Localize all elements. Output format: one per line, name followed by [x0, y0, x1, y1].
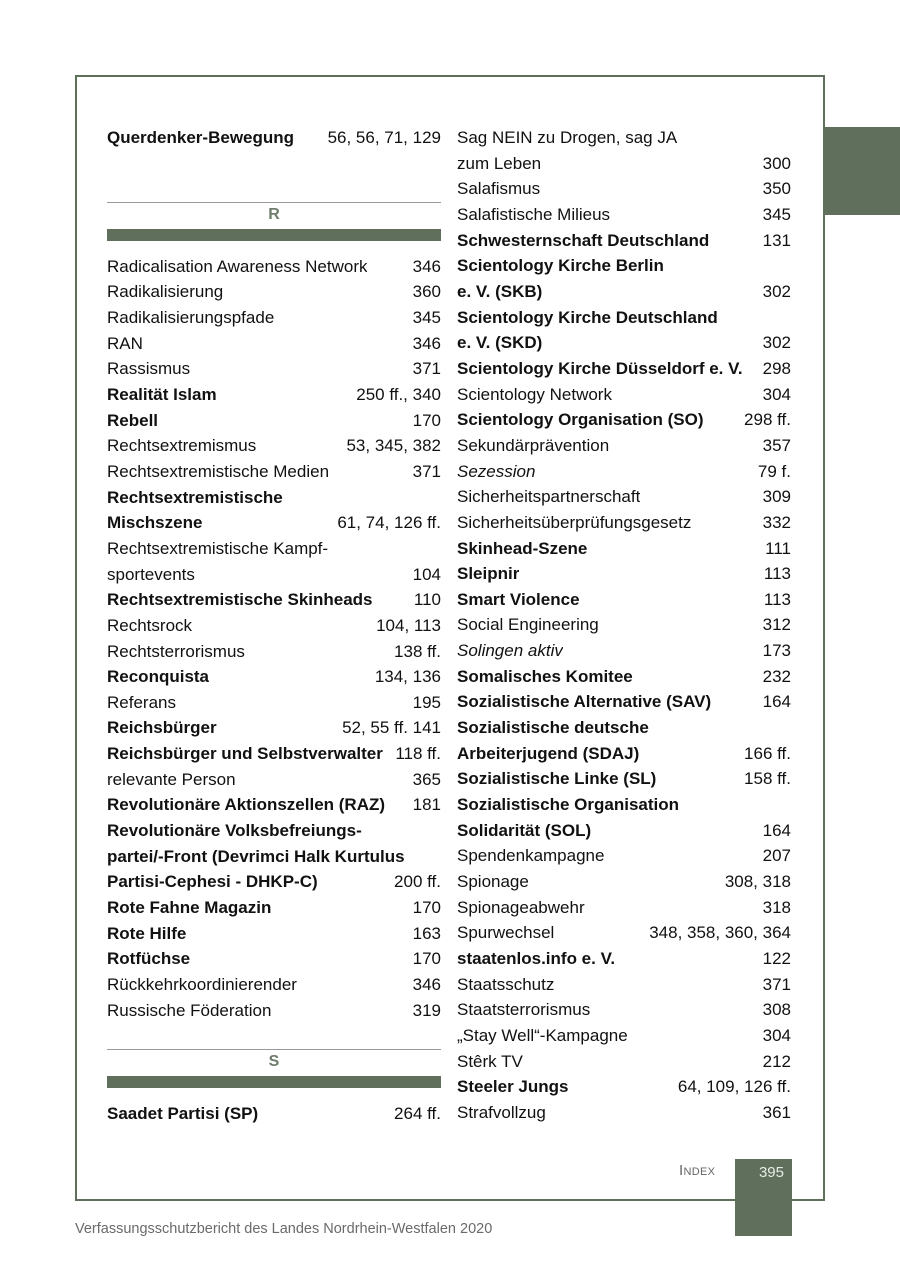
entry-pages [785, 792, 791, 818]
index-entry [457, 305, 791, 331]
index-entry [107, 356, 441, 382]
entry-term: Scientology Network [457, 384, 612, 404]
letter-section-header [107, 1049, 441, 1088]
index-entry [457, 407, 791, 433]
index-entry [457, 125, 791, 151]
entry-term: Querdenker-Bewegung [107, 128, 295, 147]
entry-term: Referans [107, 692, 176, 712]
entry-term: Skinhead-Szene [457, 538, 588, 558]
index-entry [457, 1100, 791, 1126]
entry-term: Solidarität (SOL) [457, 820, 592, 840]
entry-term: Sezession [457, 461, 536, 481]
entry-term: Spendenkampagne [457, 846, 605, 866]
index-entry [457, 459, 791, 485]
index-entry [107, 459, 441, 485]
entry-term: Rechtsextremistische Medien [107, 461, 330, 481]
index-entry [457, 895, 791, 921]
entry-term: Partisi-Cephesi - DHKP-C) [107, 872, 318, 892]
section-bar [107, 1076, 441, 1088]
entry-pages: 134, 136 [374, 667, 441, 687]
entry-pages: 298 [762, 358, 791, 378]
publication-title: Verfassungsschutzbericht des Landes Nordrhein-Westfalen 2020 [75, 1221, 493, 1237]
entry-term: Salafistische Milieus [457, 204, 611, 224]
entry-term: Rotfüchse [107, 949, 191, 969]
entry-term: Rechtsextremistische Kampf- [107, 538, 329, 558]
entry-pages: 118 ff. [395, 744, 441, 764]
entry-pages: 357 [762, 435, 791, 455]
entry-pages: 212 [762, 1051, 791, 1071]
index-entry [107, 510, 441, 536]
index-entry [107, 690, 441, 716]
entry-term: Stêrk TV [457, 1051, 523, 1071]
entry-term: Steeler Jungs [457, 1077, 569, 1097]
entry-pages [435, 844, 441, 870]
entry-pages: 158 ff. [744, 769, 791, 789]
entry-pages: 319 [412, 1000, 441, 1020]
entry-term: Russische Föderation [107, 1000, 272, 1020]
index-entry [107, 305, 441, 331]
index-entry [107, 254, 441, 280]
entry-pages: 232 [762, 666, 791, 686]
entry-term: Rechtsextremistische [107, 487, 283, 507]
index-entry [457, 920, 791, 946]
entry-term: Mischszene [107, 513, 203, 533]
index-entry [107, 792, 441, 818]
entry-term: Revolutionäre Aktionszellen (RAZ) [107, 795, 386, 815]
entry-pages: 207 [762, 846, 791, 866]
entry-term: Spionage [457, 872, 529, 892]
index-entry [457, 689, 791, 715]
entry-pages: 166 ff. [744, 743, 791, 763]
entry-pages: 64, 109, 126 ff. [677, 1077, 791, 1097]
entry-term: Sozialistische Organisation [457, 795, 680, 815]
index-entry [457, 561, 791, 587]
index-entry [107, 921, 441, 947]
index-entry [107, 664, 441, 690]
index-entry [107, 818, 441, 844]
entry-term: Staatsterrorismus [457, 1000, 591, 1020]
entry-pages: 371 [762, 974, 791, 994]
section-label: Index [679, 1162, 716, 1179]
entry-pages [435, 536, 441, 562]
entry-pages: 346 [412, 975, 441, 995]
index-entry [107, 485, 441, 511]
entry-term: Sicherheitsüberprüfungsgesetz [457, 512, 692, 532]
entry-pages: 170 [412, 410, 441, 430]
entry-pages: 164 [762, 692, 791, 712]
entry-term: Sicherheitspartnerschaft [457, 487, 641, 507]
entry-pages: 79 f. [757, 461, 791, 481]
index-entry [107, 331, 441, 357]
entry-pages: 298 ff. [744, 410, 791, 430]
index-entry [107, 536, 441, 562]
index-entry [107, 125, 441, 151]
entry-term: e. V. (SKD) [457, 333, 543, 353]
entry-term: Reichsbürger und Selbstverwalter [107, 744, 383, 764]
index-entry [107, 946, 441, 972]
entry-pages: 350 [762, 179, 791, 199]
entry-pages: 345 [762, 204, 791, 224]
index-entry [457, 818, 791, 844]
index-entry [457, 433, 791, 459]
entry-pages: 309 [762, 487, 791, 507]
entry-term: Rote Fahne Magazin [107, 898, 272, 918]
entry-term: Somalisches Komitee [457, 666, 633, 686]
entry-term: sportevents [107, 564, 195, 584]
index-entry [457, 382, 791, 408]
section-tab-marker [823, 127, 900, 215]
entry-pages: 264 ff. [394, 1104, 441, 1124]
entry-term: Realität Islam [107, 384, 217, 404]
entry-pages: 304 [762, 384, 791, 404]
entry-pages: 163 [412, 923, 441, 943]
index-entry [107, 767, 441, 793]
entry-term: partei/-Front (Devrimci Halk Kurtulus [107, 846, 405, 866]
index-entry [107, 639, 441, 665]
entry-pages: 308, 318 [724, 872, 791, 892]
index-entry [107, 587, 441, 613]
entry-pages: 164 [762, 820, 791, 840]
entry-term: Scientology Organisation (SO) [457, 410, 704, 430]
index-entry [457, 869, 791, 895]
section-letter: R [268, 205, 280, 223]
entry-pages: 361 [762, 1102, 791, 1122]
entry-term: Staatsschutz [457, 974, 555, 994]
index-entry [457, 279, 791, 305]
entry-term: relevante Person [107, 769, 236, 789]
entry-pages: 170 [412, 898, 441, 918]
index-entry [107, 972, 441, 998]
entry-pages: 302 [762, 281, 791, 301]
index-entry [457, 228, 791, 254]
index-entry [457, 612, 791, 638]
index-entry [457, 176, 791, 202]
entry-pages: 348, 358, 360, 364 [649, 923, 791, 943]
index-entry [107, 279, 441, 305]
entry-term: Arbeiterjugend (SDAJ) [457, 743, 640, 763]
entry-term: Strafvollzug [457, 1102, 546, 1122]
entry-pages [435, 485, 441, 511]
index-entry [107, 382, 441, 408]
entry-pages [435, 818, 441, 844]
entry-pages: 53, 345, 382 [346, 436, 441, 456]
entry-pages: 302 [762, 333, 791, 353]
index-entry [457, 946, 791, 972]
index-entry [457, 741, 791, 767]
entry-term: Sleipnir [457, 564, 520, 584]
entry-term: Reconquista [107, 667, 210, 687]
entry-pages [785, 253, 791, 279]
entry-pages: 346 [412, 333, 441, 353]
entry-term: Schwesternschaft Deutschland [457, 230, 710, 250]
entry-pages: 104, 113 [376, 615, 441, 635]
index-entry [107, 1101, 441, 1127]
entry-pages: 122 [762, 949, 791, 968]
entry-term: staatenlos.info e. V. [457, 949, 616, 968]
index-entry [107, 715, 441, 741]
entry-term: Rechtsextremistische Skinheads [107, 590, 373, 610]
index-entry [457, 484, 791, 510]
index-entry [457, 638, 791, 664]
index-entry [107, 613, 441, 639]
letter-section-header [107, 202, 441, 241]
entry-pages: 104 [412, 564, 441, 584]
entry-term: Rebell [107, 410, 159, 430]
entry-term: Sozialistische Alternative (SAV) [457, 692, 712, 712]
index-entry [457, 997, 791, 1023]
entry-term: Rechtsextremismus [107, 436, 257, 456]
section-bar [107, 229, 441, 241]
entry-pages: 304 [762, 1025, 791, 1045]
entry-pages: 56, 56, 71, 129 [327, 128, 441, 147]
entry-term: Sag NEIN zu Drogen, sag JA [457, 128, 678, 147]
entry-pages [785, 305, 791, 331]
entry-term: Rechtsterrorismus [107, 641, 245, 661]
entry-pages: 181 [412, 795, 441, 815]
index-entry [107, 869, 441, 895]
entry-pages: 173 [762, 641, 791, 661]
index-entry [457, 1049, 791, 1075]
entry-pages: 113 [763, 564, 791, 584]
index-entry [457, 202, 791, 228]
entry-term: RAN [107, 333, 143, 353]
entry-term: Social Engineering [457, 615, 599, 635]
index-column-right [457, 125, 791, 1126]
index-entry [107, 895, 441, 921]
entry-term: Sozialistische Linke (SL) [457, 769, 657, 789]
page-number-box [735, 1159, 792, 1236]
entry-term: Radikalisierungspfade [107, 307, 275, 327]
index-entry [107, 562, 441, 588]
entry-pages: 365 [412, 769, 441, 789]
entry-term: Radicalisation Awareness Network [107, 256, 368, 276]
entry-pages: 131 [762, 230, 791, 250]
index-entry [457, 715, 791, 741]
entry-pages [785, 715, 791, 741]
entry-pages: 52, 55 ff. 141 [342, 718, 441, 738]
entry-term: „Stay Well“-Kampagne [457, 1025, 628, 1045]
index-entry [457, 664, 791, 690]
entry-pages: 371 [412, 461, 441, 481]
entry-pages: 371 [412, 359, 441, 379]
entry-term: Spurwechsel [457, 923, 555, 943]
index-entry [457, 792, 791, 818]
index-column-left [107, 125, 441, 1127]
index-entry [107, 408, 441, 434]
index-entry [457, 151, 791, 177]
index-entry [457, 766, 791, 792]
entry-pages: 308 [762, 1000, 791, 1020]
entry-pages: 195 [412, 692, 441, 712]
entry-term: Radikalisierung [107, 282, 224, 302]
entry-pages: 250 ff., 340 [356, 384, 441, 404]
entry-term: Scientology Kirche Deutschland [457, 307, 718, 327]
entry-pages: 312 [762, 615, 791, 635]
entry-term: Rückkehrkoordinierender [107, 975, 297, 995]
entry-term: e. V. (SKB) [457, 281, 543, 301]
entry-pages: 345 [412, 307, 441, 327]
entry-pages: 300 [762, 153, 791, 173]
index-entry [457, 972, 791, 998]
page-number: 395 [758, 1164, 784, 1181]
index-entry [457, 587, 791, 613]
index-entry [107, 741, 441, 767]
index-entry [457, 356, 791, 382]
entry-term: Spionageabwehr [457, 897, 585, 917]
entry-term: Sekundärprävention [457, 435, 610, 455]
entry-term: Sozialistische deutsche [457, 718, 649, 738]
section-letter: S [268, 1053, 280, 1071]
index-entry [457, 510, 791, 536]
entry-pages: 138 ff. [394, 641, 441, 661]
index-entry [457, 253, 791, 279]
entry-pages: 360 [412, 282, 441, 302]
entry-term: Saadet Partisi (SP) [107, 1104, 259, 1124]
index-entry [107, 998, 441, 1024]
entry-term: Scientology Kirche Berlin [457, 256, 664, 276]
entry-pages: 170 [412, 949, 441, 969]
index-entry [107, 433, 441, 459]
entry-pages: 318 [762, 897, 791, 917]
index-entry [457, 536, 791, 562]
entry-term: Rechtsrock [107, 615, 193, 635]
entry-pages: 346 [412, 256, 441, 276]
entry-pages: 200 ff. [394, 872, 441, 892]
entry-term: Scientology Kirche Düsseldorf e. V. [457, 358, 743, 378]
entry-pages: 113 [763, 589, 791, 609]
index-entry [457, 1023, 791, 1049]
entry-term: zum Leben [457, 153, 542, 173]
entry-term: Reichsbürger [107, 718, 217, 738]
entry-pages: 332 [762, 512, 791, 532]
index-entry [457, 1074, 791, 1100]
entry-term: Rote Hilfe [107, 923, 187, 943]
entry-pages: 111 [765, 538, 791, 558]
entry-pages [785, 125, 791, 151]
entry-term: Salafismus [457, 179, 541, 199]
index-entry [457, 330, 791, 356]
entry-term: Rassismus [107, 359, 191, 379]
entry-pages: 110 [413, 590, 441, 610]
entry-term: Smart Violence [457, 589, 580, 609]
entry-term: Solingen aktiv [457, 641, 563, 661]
index-entry [457, 843, 791, 869]
entry-pages: 61, 74, 126 ff. [337, 513, 441, 533]
index-entry [107, 844, 441, 870]
entry-term: Revolutionäre Volksbefreiungs- [107, 821, 362, 841]
